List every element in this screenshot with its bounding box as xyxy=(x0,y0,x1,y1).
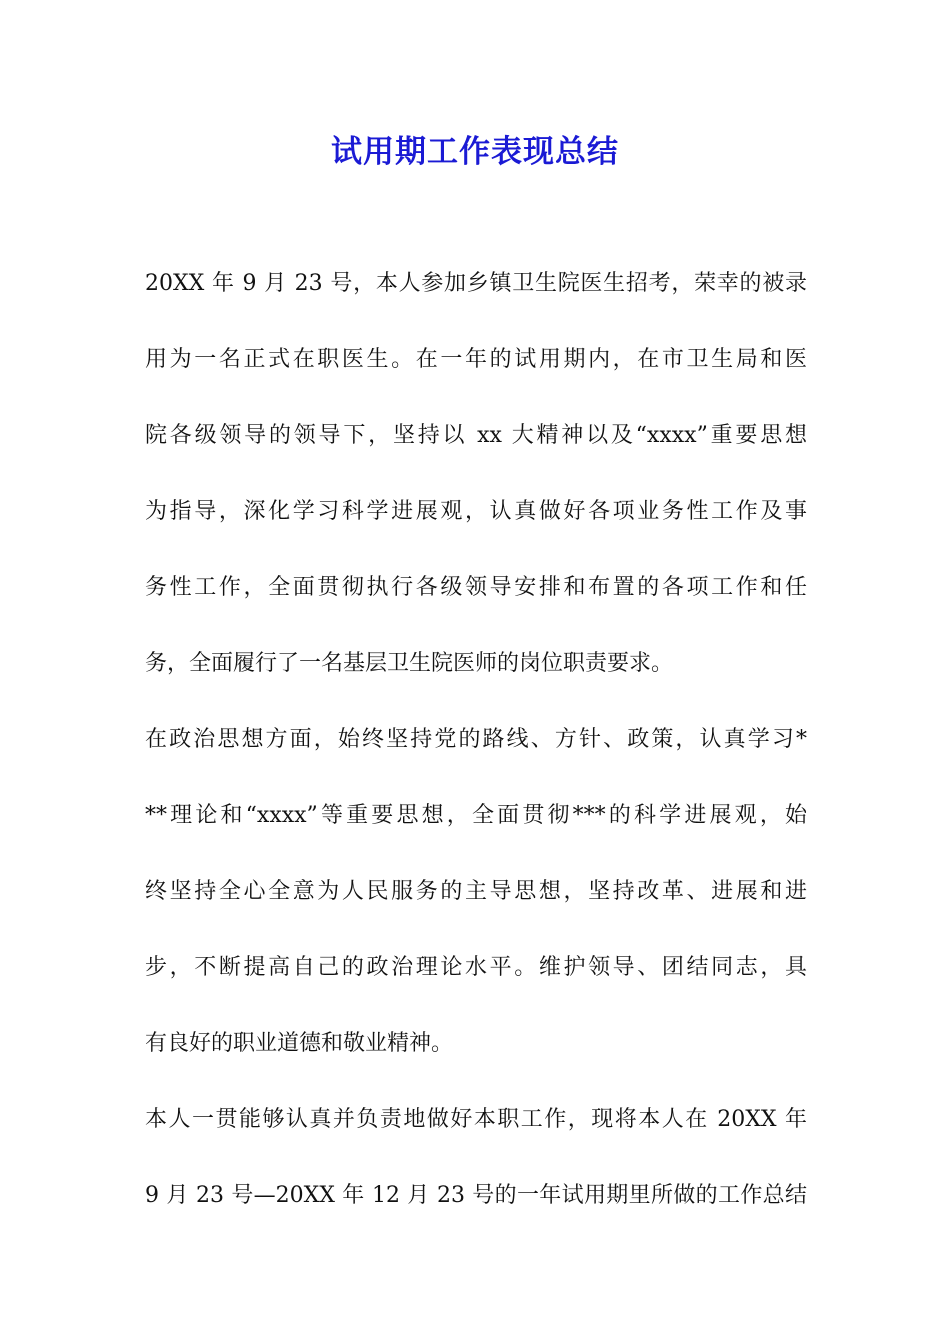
document-title: 试用期工作表现总结 xyxy=(331,134,619,170)
text-line: 在政治思想方面，始终坚持党的路线、方针、政策，认真学习* xyxy=(145,727,807,752)
text-line: 20XX 年 9 月 23 号，本人参加乡镇卫生院医生招考，荣幸的被录 xyxy=(145,271,807,296)
text-line: 为指导，深化学习科学进展观，认真做好各项业务性工作及事 xyxy=(145,499,807,524)
text-line: 院各级领导的领导下，坚持以 xx 大精神以及“xxxx”重要思想 xyxy=(145,423,807,448)
text-line: 有良好的职业道德和敬业精神。 xyxy=(145,1031,454,1056)
text-line: 9 月 23 号—20XX 年 12 月 23 号的一年试用期里所做的工作总结 xyxy=(145,1183,807,1208)
text-line: 终坚持全心全意为人民服务的主导思想，坚持改革、进展和进 xyxy=(145,879,807,904)
text-line: 用为一名正式在职医生。在一年的试用期内，在市卫生局和医 xyxy=(145,347,807,372)
text-line: 本人一贯能够认真并负责地做好本职工作，现将本人在 20XX 年 xyxy=(145,1107,807,1132)
text-line: **理论和“xxxx”等重要思想，全面贯彻***的科学进展观，始 xyxy=(145,803,807,828)
text-line: 步，不断提高自己的政治理论水平。维护领导、团结同志，具 xyxy=(145,955,807,980)
text-line: 务性工作，全面贯彻执行各级领导安排和布置的各项工作和任 xyxy=(145,575,807,600)
text-line: 务，全面履行了一名基层卫生院医师的岗位职责要求。 xyxy=(145,651,674,676)
